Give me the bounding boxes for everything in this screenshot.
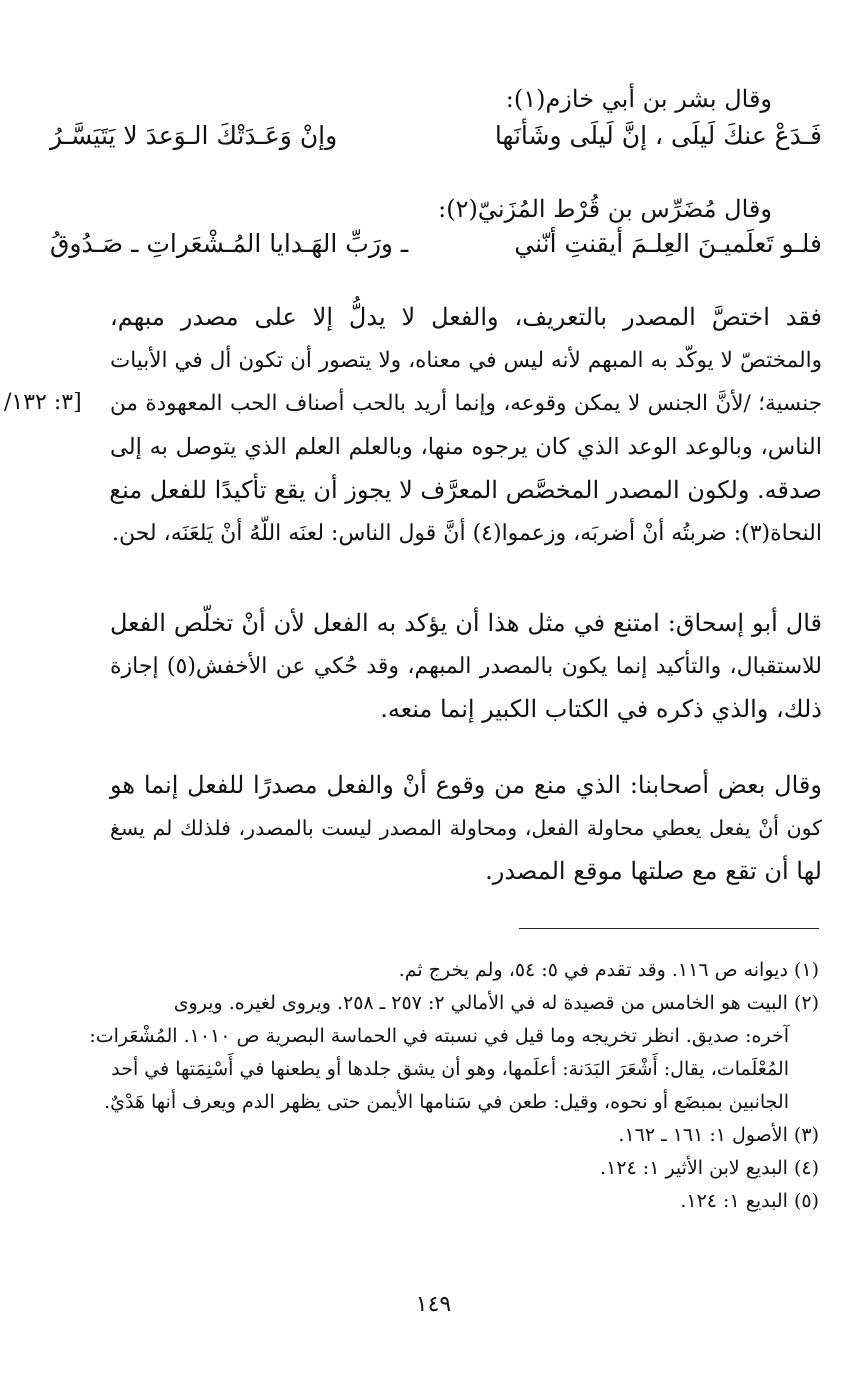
paragraph-3: [110, 764, 822, 894]
verse-mudarris-first-hemistich: فلـو تَعلَميـنَ العِلـمَ أيقنتِ أنّني: [514, 229, 822, 258]
footnote-2-continuation: الجانبين بمبضَع أو نحوه، وقيل: طعن في سَنامها الأيمن حتى يظهر الدم ويعرف أنها هَدْيٌ.: [104, 1091, 789, 1113]
paragraph-3-line: لها أن تقع مع صلتها موقع المصدر.: [485, 857, 822, 886]
margin-page-reference: [٣: ١٣٢/: [4, 390, 82, 415]
footnote-4: (٤) البديع لابن الأثير ١: ١٢٤.: [600, 1157, 819, 1179]
paragraph-1: [110, 296, 822, 555]
footnote-3: (٣) الأصول ١: ١٦١ ـ ١٦٢.: [618, 1124, 819, 1146]
footnote-5: (٥) البديع ١: ١٢٤.: [680, 1190, 819, 1212]
page-number: ١٤٩: [415, 1292, 452, 1317]
footnote-2: (٢) البيت هو الخامس من قصيدة له في الأمالي ٢: ٢٥٧ ـ ٢٥٨. ويروى لغيره. ويروى: [173, 992, 819, 1014]
footnote-2-continuation: آخره: صديق. انظر تخريجه وما قيل في نسبته في الحماسة البصرية ص ١٠١٠. المُشْعَرات:: [89, 1025, 789, 1047]
paragraph-1-line: صدقه. ولكون المصدر المخصَّص المعرَّف لا يجوز أن يقع تأكيدًا للفعل منع: [109, 475, 822, 504]
paragraph-1-line: الناس، وبالوعد الوعد الذي كان يرجوه منها، وبالعلم العلم الذي يتوصل به إلى: [110, 433, 822, 460]
paragraph-3-line: كون أنْ يفعل يعطي محاولة الفعل، ومحاولة المصدر ليست بالمصدر، فلذلك لم يسغ: [110, 816, 822, 841]
paragraph-1-line: والمختصّ لا يوكّد به المبهم لأنه ليس في معناه، ولا يتصور أن تكون أل في الأبيات: [110, 348, 822, 374]
paragraph-2-line: للاستقبال، والتأكيد إنما يكون بالمصدر المبهم، وقد حُكي عن الأخفش(٥) إجازة: [110, 654, 822, 680]
verse-mudarris: [50, 226, 822, 262]
verse-bishr-first-hemistich: فَـدَعْ عنكَ لَيلَى ، إنَّ لَيلَى وشَأنَها: [494, 121, 822, 150]
paragraph-2-line: قال أبو إسحاق: امتنع في مثل هذا أن يؤكد به الفعل لأن أنْ تخلّص الفعل: [110, 609, 822, 637]
paragraph-2: [110, 602, 822, 732]
verse-intro-bishr: وقال بشر بن أبي خازم(١):: [505, 85, 772, 113]
footnotes: [49, 954, 819, 1218]
verse-mudarris-second-hemistich: ـ ورَبِّ الهَـدايا المُـشْعَراتِ ـ صَـدُوقُ: [50, 229, 409, 258]
verse-intro-mudarris: وقال مُضَرِّس بن قُرْط المُزَنيّ(٢):: [438, 195, 772, 223]
footnote-1: (١) ديوانه ص ١١٦. وقد تقدم في ٥: ٥٤، ولم يخرج ثم.: [398, 959, 819, 981]
verse-bishr: [50, 118, 822, 154]
paragraph-1-line: جنسية؛ /لأنَّ الجنس لا يمكن وقوعه، وإنما أريد بالحب أصناف الحب المعهودة من: [110, 391, 822, 417]
paragraph-2-line: ذلك، والذي ذكره في الكتاب الكبير إنما منعه.: [380, 695, 822, 724]
footnote-separator: [519, 928, 819, 929]
verse-bishr-second-hemistich: وإنْ وَعَـدَتْكَ الـوَعدَ لا يَتَيَسَّـرُ: [50, 121, 338, 150]
paragraph-1-line: النحاة(٣): ضربتُه أنْ أضربَه، وزعموا(٤) أنَّ قول الناس: لعنَه اللّهُ أنْ يَلعَنَه، لحن.: [111, 521, 822, 547]
footnote-2-continuation: المُعْلَمات، يقال: أَشْعَرَ البَدَنة: أعلَمها، وهو أن يشق جلدها أو يطعنها في أَسْنِمَتها في أحد: [111, 1058, 789, 1080]
paragraph-3-line: وقال بعض أصحابنا: الذي منع من وقوع أنْ والفعل مصدرًا للفعل إنما هو: [110, 771, 822, 799]
paragraph-1-line: فقد اختصَّ المصدر بالتعريف، والفعل لا يدلُّ إلا على مصدر مبهم،: [110, 303, 822, 331]
